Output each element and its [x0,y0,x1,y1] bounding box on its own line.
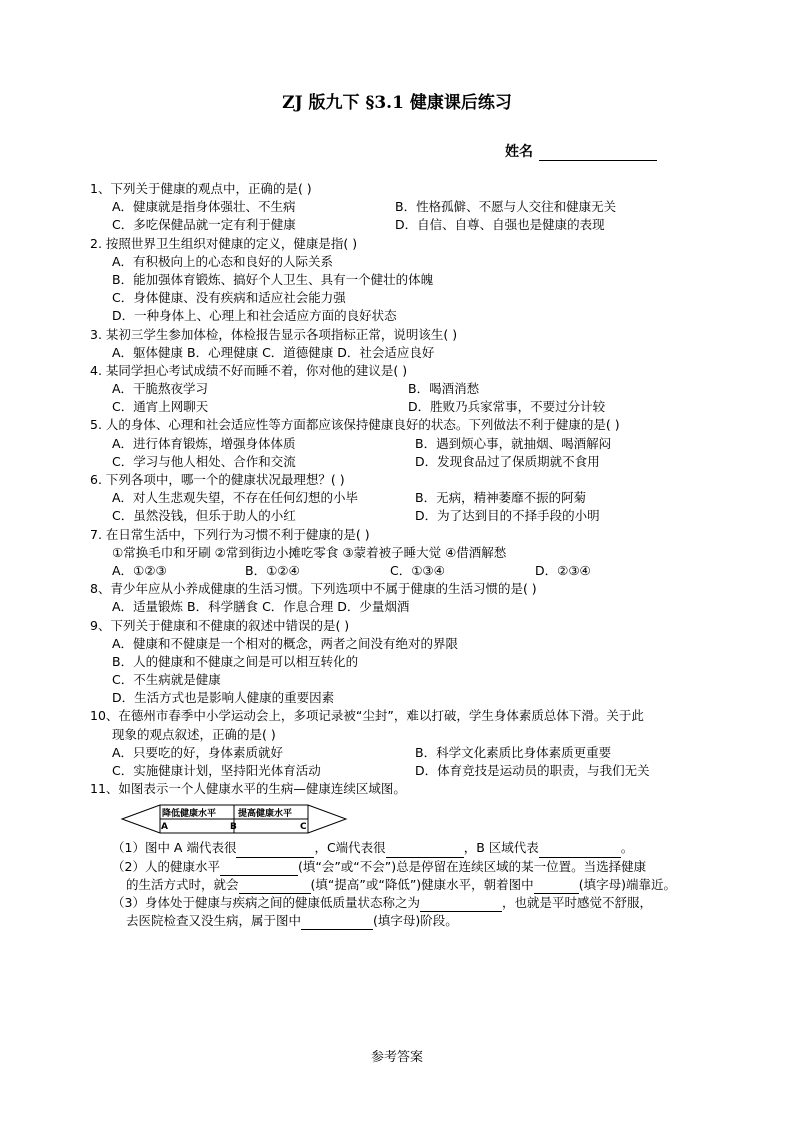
q5-option-a: A．进行体育锻炼，增强身体体质 [112,435,296,451]
q11-part3-cont [90,912,710,930]
q10-stem-cont: 现象的观点叙述，正确的是( ) [112,726,276,742]
diagram-point-a: A [161,822,168,833]
q4-option-d: D．胜败乃兵家常事，不要过分计较 [408,399,606,415]
q6-option-b: B．无病，精神萎靡不振的阿菊 [415,490,587,506]
q9-option-a: A．健康和不健康是一个相对的概念，两者之间没有绝对的界限 [112,635,459,651]
q4-option-b: B．喝酒消愁 [408,381,480,397]
q11-p3-blank-1[interactable] [420,898,502,912]
name-label: 姓名 [505,144,533,160]
q11-p2-text-e: (填字母)端靠近。 [578,876,676,892]
q5-row1 [90,435,710,453]
q11-part2-cont [90,876,710,894]
q11-p3-text-b: ，也就是平时感觉不舒服， [501,894,652,910]
q1-option-d: D．自信、自尊、自强也是健康的表现 [395,217,605,233]
q1-option-c: C．多吃保健品就一定有利于健康 [112,217,296,233]
q6-stem: 6. 下列各项中，哪一个的健康状况最理想？( ) [90,472,345,487]
q5-option-c: C．学习与他人相处、合作和交流 [112,453,296,469]
q2-option-b: B．能加强体育锻炼、搞好个人卫生、具有一个健壮的体魄 [112,271,434,287]
q11-p2-blank-2[interactable] [239,880,311,894]
page-title: ZJ 版九下 §3.1 健康课后练习 [282,93,512,113]
q11-p3-blank-2[interactable] [301,916,373,930]
q5-row2 [90,453,710,471]
q2-stem: 2. 按照世界卫生组织对健康的定义，健康是指( ) [90,235,358,251]
q1-option-b: B．性格孤僻、不愿与人交往和健康无关 [395,199,617,215]
q1-stem: 1、下列关于健康的观点中，正确的是( ) [90,181,312,196]
q7-option-c: C．①③④ [390,562,445,578]
q11-p2-text-b: (填“会”或“不会”)总是停留在连续区域的某一位置。当选择健康 [297,858,647,874]
diagram-right-label: 提高健康水平 [238,809,293,820]
q4-option-c: C．通宵上网聊天 [112,399,209,415]
q9-option-b: B．人的健康和不健康之间是可以相互转化的 [112,653,359,669]
q10-option-c: C．实施健康计划，坚持阳光体育活动 [112,763,321,778]
q5-stem: 5. 人的身体、心理和社会适应性等方面都应该保持健康良好的状态。下列做法不利于健康的是( ) [90,417,620,433]
q1-row2 [90,216,710,234]
q10-option-b: B．科学文化素质比身体素质更重要 [415,744,612,760]
q10-option-d: D．体育竞技是运动员的职责，与我们无关 [415,763,650,778]
q1-option-a: A．健康就是指身体强壮、不生病 [112,199,296,215]
q5-option-d: D．发现食品过了保质期就不食用 [415,453,600,469]
q6-option-a: A．对人生悲观失望，不存在任何幻想的小毕 [112,490,359,506]
diagram-point-c: C [300,822,307,833]
q9-option-d: D．生活方式也是影响人健康的重要因素 [112,690,335,706]
q10-row1 [90,744,710,762]
q11-p3-text-c: 去医院检查又没生病，属于图中 [126,913,302,929]
q11-p1-text-d: 。 [620,840,634,856]
q11-p2-text-d: (填“提高”或“降低”)健康水平，朝着图中 [310,876,534,892]
q7-items: ①常换毛巾和牙刷 ②常到街边小摊吃零食 ③蒙着被子睡大觉 ④借酒解愁 [112,544,507,560]
health-continuum-diagram [120,801,710,837]
q4-row2 [90,398,710,416]
q3-stem: 3. 某初三学生参加体检，体检报告显示各项指标正常，说明该生( ) [90,326,458,342]
q11-p2-blank-1[interactable] [220,862,298,876]
q4-row1 [90,380,710,398]
q11-p1-text-b: ，C端代表很 [314,840,386,856]
q9-stem: 9、下列关于健康和不健康的叙述中错误的是( ) [90,617,350,633]
q6-option-c: C．虽然没钱，但乐于助人的小红 [112,508,296,524]
q7-option-d: D．②③④ [535,562,591,578]
q5-option-b: B．遇到烦心事，就抽烟、喝酒解闷 [415,435,612,451]
q7-option-a: A．①②③ [112,562,167,578]
q10-option-a: A．只要吃的好，身体素质就好 [112,744,284,760]
name-blank[interactable] [539,146,657,161]
q11-part3 [90,894,710,912]
diagram-left-label: 降低健康水平 [162,809,217,820]
q8-stem: 8、青少年应从小养成健康的生活习惯。下列选项中不属于健康的生活习惯的是( ) [90,581,537,597]
q11-part1 [90,839,710,857]
q10-stem: 10、在德州市春季中小学运动会上，多项记录被“尘封”，难以打破，学生身体素质总体下滑。关于此 [90,708,644,724]
q11-p2-text-a: （2）人的健康水平 [112,858,220,874]
q11-p2-text-c: 的生活方式时，就会 [126,876,239,892]
q7-options [90,562,710,580]
q4-option-a: A．干脆熬夜学习 [112,381,209,397]
q11-p1-blank-1[interactable] [236,844,314,858]
question-list [90,180,710,930]
q11-p1-text-a: （1）图中 A 端代表很 [112,840,237,856]
q8-options: A．适量锻炼 B．科学膳食 C．作息合理 D．少量烟酒 [112,599,410,615]
q11-p2-blank-3[interactable] [534,880,579,894]
q2-option-a: A．有积极向上的心态和良好的人际关系 [112,253,334,269]
q6-row2 [90,507,710,525]
q11-part2 [90,858,710,876]
q4-stem: 4. 某同学担心考试成绩不好而睡不着，你对他的建议是( ) [90,362,408,378]
answer-heading: 参考答案 [370,1050,423,1065]
q10-row2 [90,762,710,780]
q6-option-d: D．为了达到目的不择手段的小明 [415,508,600,524]
q3-options: A．躯体健康 B．心理健康 C．道德健康 D．社会适应良好 [112,344,435,360]
q6-row1 [90,489,710,507]
q7-stem: 7. 在日常生活中，下列行为习惯不利于健康的是( ) [90,526,370,542]
q2-option-c: C．身体健康、没有疾病和适应社会能力强 [112,290,346,306]
diagram-point-b: B [230,822,237,833]
name-field [505,141,657,161]
q11-p3-text-a: （3）身体处于健康与疾病之间的健康低质量状态称之为 [112,894,420,910]
q9-option-c: C．不生病就是健康 [112,672,221,688]
q1-row1 [90,198,710,216]
q11-stem: 11、如图表示一个人健康水平的生病—健康连续区域图。 [90,781,406,797]
q2-option-d: D．一种身体上、心理上和社会适应方面的良好状态 [112,308,397,324]
q11-p3-text-d: (填字母)阶段。 [373,913,458,929]
q11-p1-blank-2[interactable] [386,844,464,858]
q11-p1-blank-3[interactable] [539,844,621,858]
q7-option-b: B．①②④ [245,562,300,578]
q11-p1-text-c: ，B 区域代表 [463,840,539,856]
